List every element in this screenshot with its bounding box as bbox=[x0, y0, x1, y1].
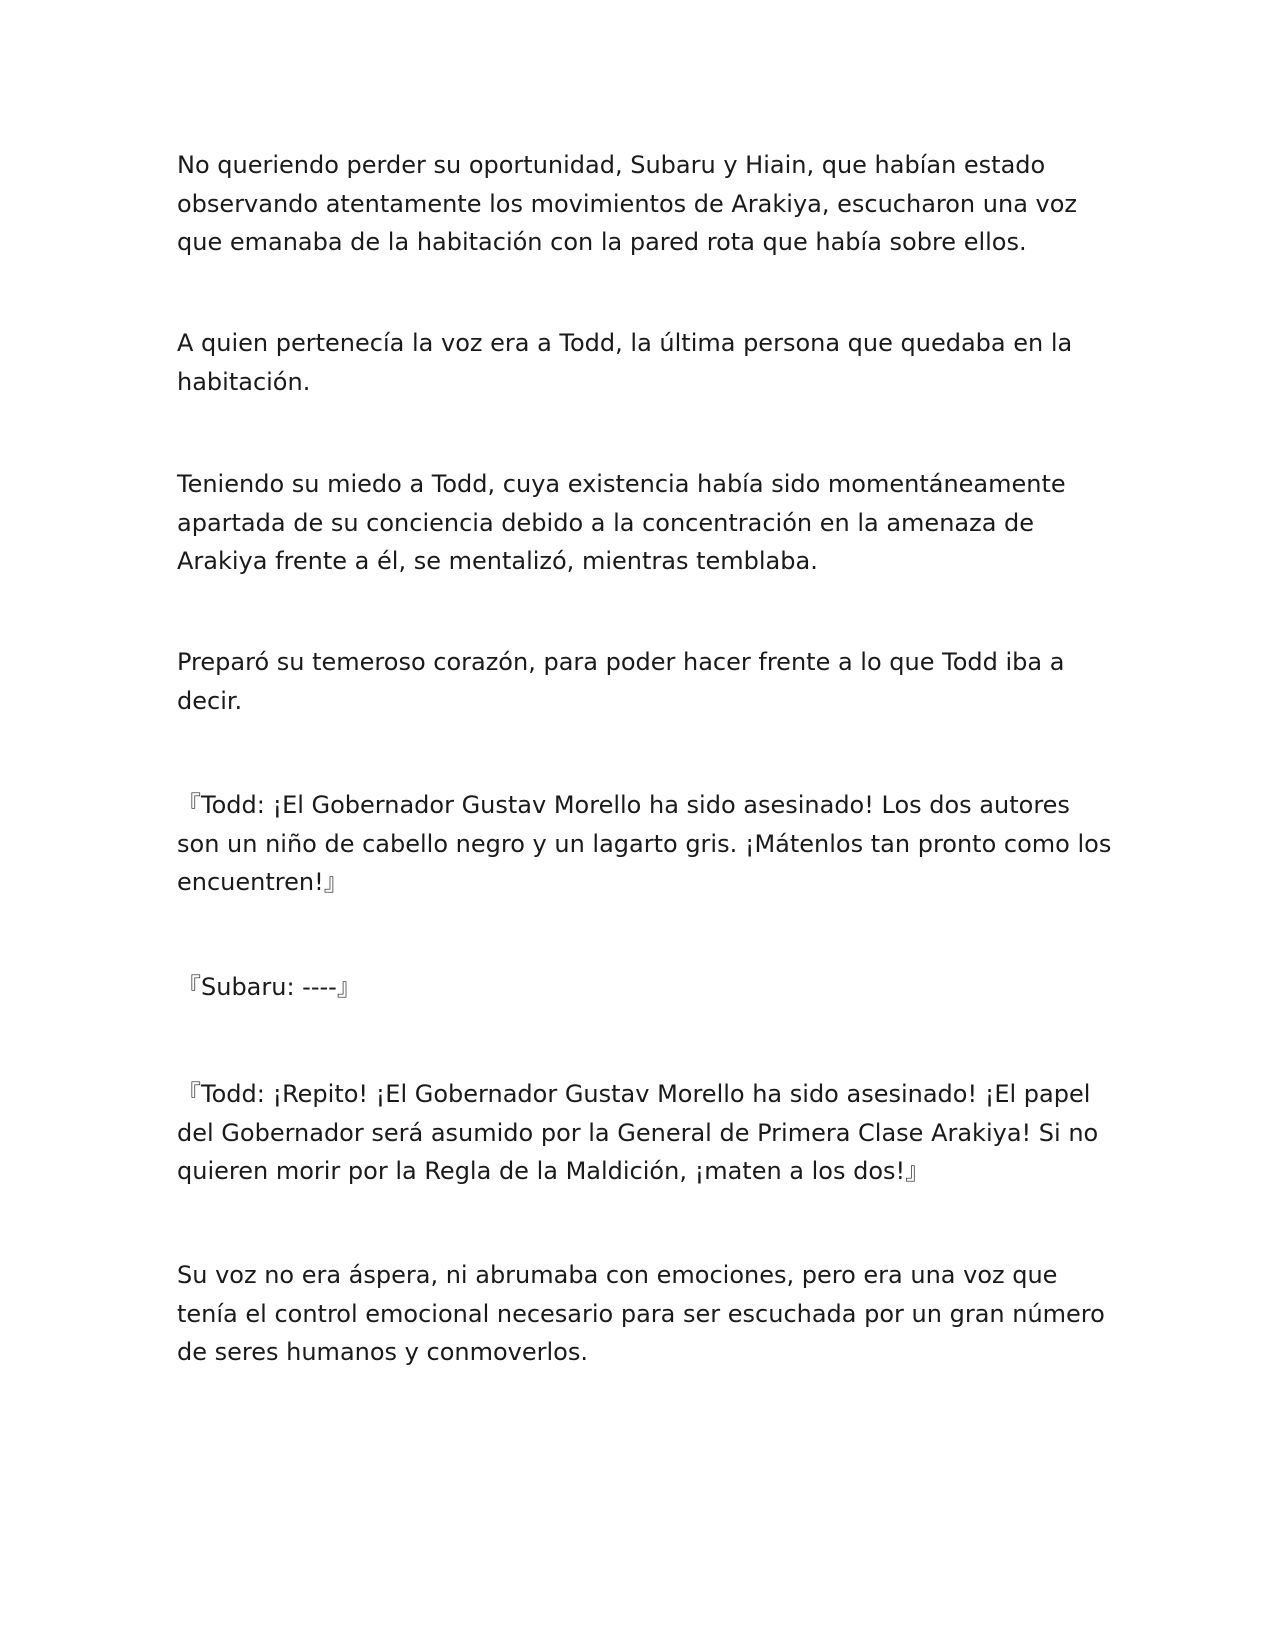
paragraph-narration-1 bbox=[177, 146, 1117, 262]
text-line: Preparó su temeroso corazón, para poder hacer frente a lo que Todd iba a bbox=[177, 648, 1065, 676]
text-line: de seres humanos y conmoverlos. bbox=[177, 1338, 588, 1366]
text-line: decir. bbox=[177, 686, 243, 715]
text-line: apartada de su conciencia debido a la concentración en la amenaza de bbox=[177, 508, 1035, 537]
text-line: tenía el control emocional necesario para ser escuchada por un gran número bbox=[177, 1299, 1105, 1328]
text-line: 『Todd: ¡Repito! ¡El Gobernador Gustav Morello ha sido asesinado! ¡El papel bbox=[177, 1080, 1091, 1108]
text-line: 『Subaru: ----』 bbox=[177, 973, 361, 1001]
text-line: A quien pertenecía la voz era a Todd, la última persona que quedaba en la bbox=[177, 329, 1073, 357]
text-line: habitación. bbox=[177, 367, 311, 396]
text-line: No queriendo perder su oportunidad, Subaru y Hiain, que habían estado bbox=[177, 151, 1046, 179]
text-line: observando atentamente los movimientos de Arakiya, escucharon una voz bbox=[177, 189, 1078, 218]
text-line: son un niño de cabello negro y un lagarto gris. ¡Mátenlos tan pronto como los bbox=[177, 829, 1112, 858]
text-line: del Gobernador será asumido por la General de Primera Clase Arakiya! Si no bbox=[177, 1118, 1099, 1147]
text-line: Teniendo su miedo a Todd, cuya existencia había sido momentáneamente bbox=[177, 470, 1066, 498]
paragraph-narration-3 bbox=[177, 465, 1117, 581]
text-line: encuentren!』 bbox=[177, 868, 348, 896]
dialogue-subaru bbox=[177, 968, 1117, 1007]
dialogue-todd-1 bbox=[177, 786, 1117, 902]
text-line: Arakiya frente a él, se mentalizó, mientras temblaba. bbox=[177, 547, 818, 575]
paragraph-narration-5 bbox=[177, 1256, 1117, 1372]
paragraph-narration-2 bbox=[177, 324, 1117, 401]
dialogue-todd-2 bbox=[177, 1075, 1117, 1191]
paragraph-narration-4 bbox=[177, 643, 1117, 720]
text-line: Su voz no era áspera, ni abrumaba con emociones, pero era una voz que bbox=[177, 1261, 1058, 1289]
text-line: que emanaba de la habitación con la pared rota que había sobre ellos. bbox=[177, 228, 1027, 256]
text-line: quieren morir por la Regla de la Maldición, ¡maten a los dos!』 bbox=[177, 1157, 930, 1185]
text-line: 『Todd: ¡El Gobernador Gustav Morello ha sido asesinado! Los dos autores bbox=[177, 791, 1070, 819]
